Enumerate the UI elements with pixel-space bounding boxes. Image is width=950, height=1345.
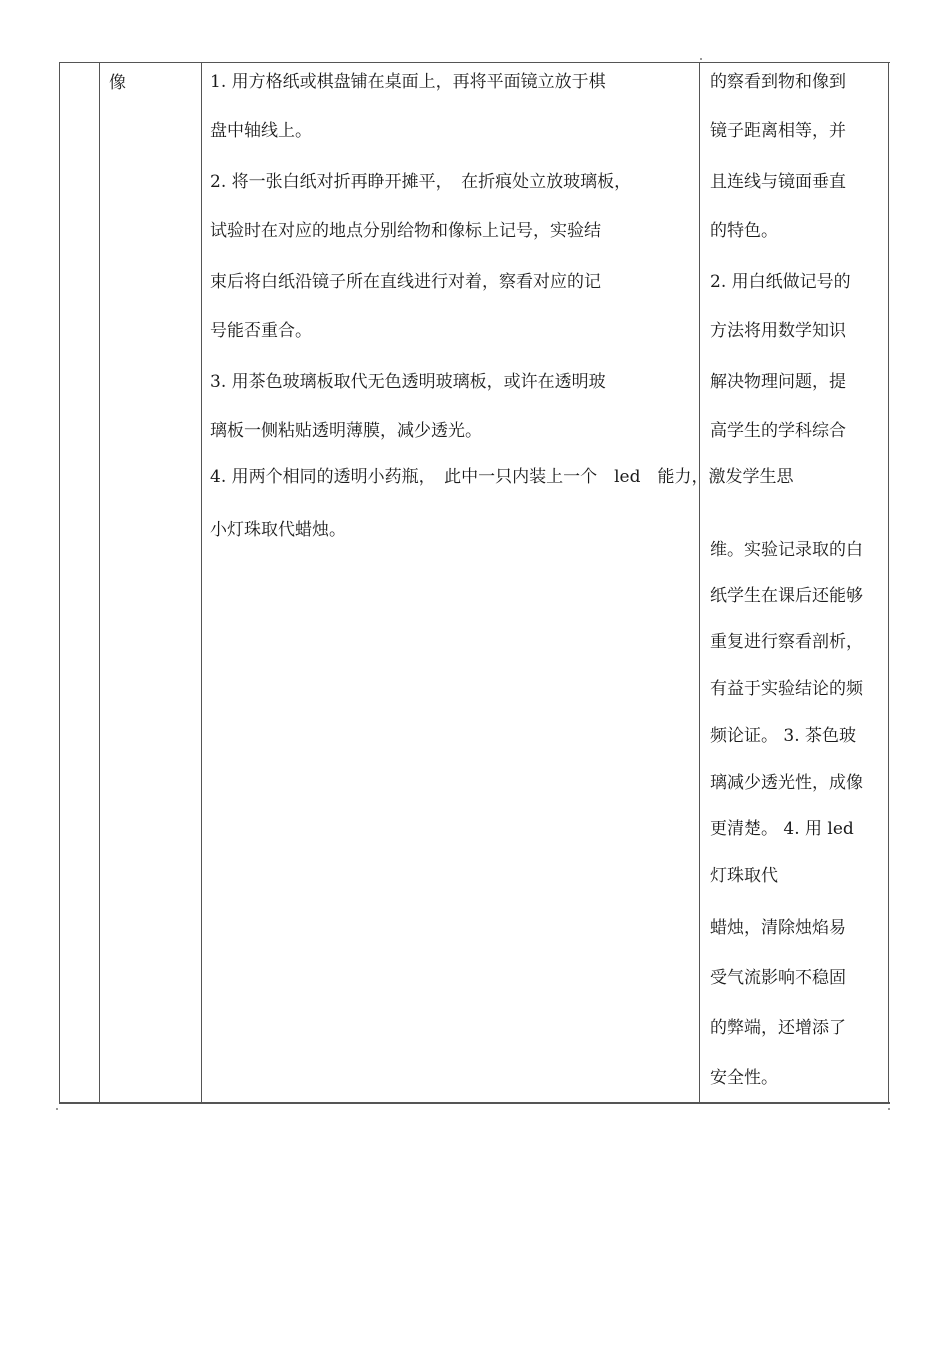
scan-mark — [888, 1108, 890, 1110]
method-line: 3. 用茶色玻璃板取代无色透明玻璃板，或许在透明玻 — [210, 372, 606, 392]
method-line: 1. 用方格纸或棋盘铺在桌面上，再将平面镜立放于棋 — [210, 72, 606, 92]
column-divider-1 — [99, 63, 100, 1102]
effect-line: 方法将用数学知识 — [710, 321, 846, 341]
effect-line: 安全性。 — [710, 1068, 778, 1088]
effect-line: 高学生的学科综合 — [710, 421, 846, 441]
method-line: 小灯珠取代蜡烛。 — [210, 520, 346, 540]
effect-line: 受气流影响不稳固 — [710, 968, 846, 988]
effect-line: 频论证。 3. 茶色玻 — [710, 726, 857, 746]
method-line: 试验时在对应的地点分别给物和像标上记号，实验结 — [210, 221, 601, 241]
method-line: 号能否重合。 — [210, 321, 312, 341]
method-line: 璃板一侧粘贴透明薄膜，减少透光。 — [210, 421, 482, 441]
scan-mark — [56, 1108, 58, 1110]
method-line: 盘中轴线上。 — [210, 121, 312, 141]
method-line: 2. 将一张白纸对折再睁开摊平， 在折痕处立放玻璃板， — [210, 172, 632, 192]
column-divider-2 — [201, 63, 202, 1102]
column-divider-3 — [699, 63, 700, 1102]
effect-line: 蜡烛，清除烛焰易 — [710, 918, 846, 938]
effect-line: 2. 用白纸做记号的 — [710, 272, 851, 292]
effect-line: 的特色。 — [710, 221, 778, 241]
effect-line: 纸学生在课后还能够 — [710, 586, 863, 606]
scan-mark — [700, 58, 702, 60]
effect-line: 有益于实验结论的频 — [710, 679, 863, 699]
effect-line: 镜子距离相等，并 — [710, 121, 846, 141]
effect-line: 且连线与镜面垂直 — [710, 172, 846, 192]
effect-line: 重复进行察看剖析， — [710, 632, 863, 652]
effect-line: 灯珠取代 — [710, 866, 778, 886]
method-line: 4. 用两个相同的透明小药瓶， 此中一只内装上一个 led 能力，激发学生思 — [210, 467, 794, 487]
method-line: 束后将白纸沿镜子所在直线进行对着，察看对应的记 — [210, 272, 601, 292]
effect-line: 的察看到物和像到 — [710, 72, 846, 92]
table-border-right — [888, 63, 889, 1102]
topic-cell: 像 — [109, 73, 126, 93]
effect-line: 璃减少透光性，成像 — [710, 773, 863, 793]
effect-line: 解决物理问题，提 — [710, 372, 846, 392]
experiment-table — [59, 62, 890, 1104]
effect-line: 维。实验记录取的白 — [710, 540, 863, 560]
table-border-left — [59, 63, 60, 1102]
effect-line: 的弊端，还增添了 — [710, 1018, 846, 1038]
effect-line: 更清楚。 4. 用 led — [710, 819, 854, 839]
